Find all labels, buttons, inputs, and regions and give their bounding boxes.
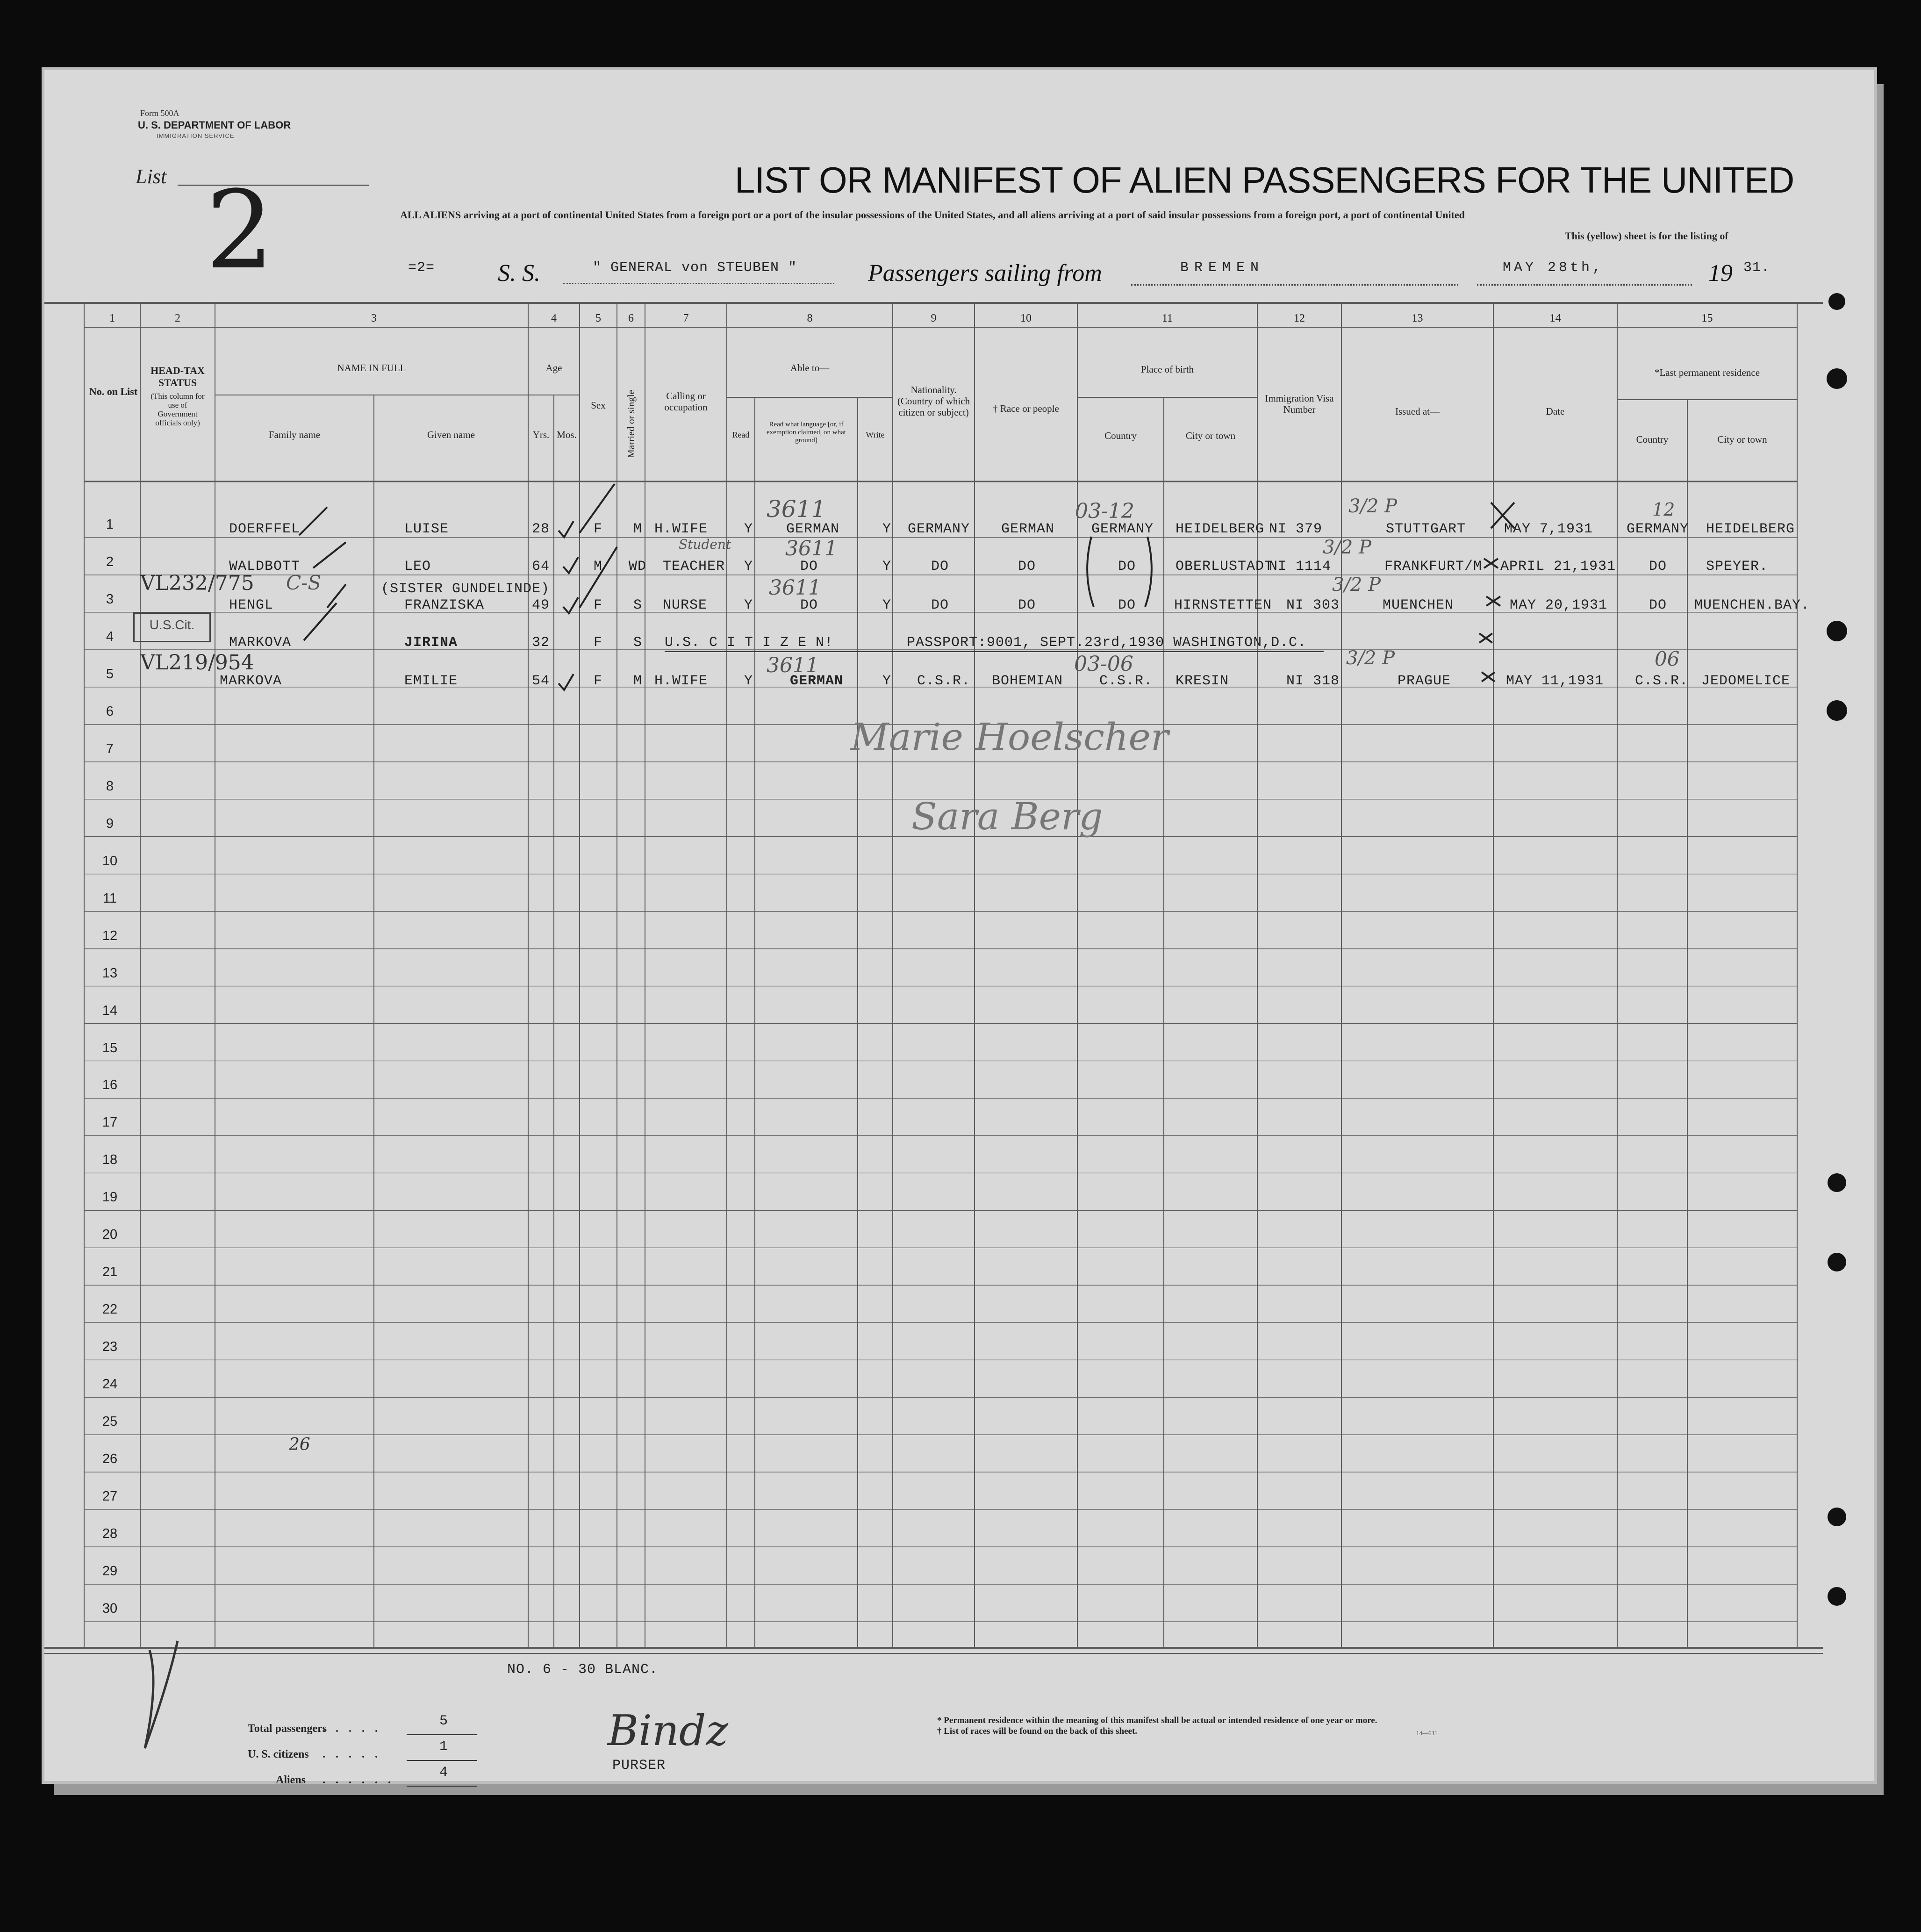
punch-hole bbox=[1828, 293, 1845, 310]
colnum-10: 10 bbox=[1020, 312, 1032, 324]
note-32p-row1: 3/2 P bbox=[1348, 496, 1398, 517]
row2-birth-country: DO bbox=[1118, 559, 1136, 575]
note-cs: C-S bbox=[286, 571, 322, 594]
row2-write: Y bbox=[882, 559, 892, 575]
header-name-in-full: NAME IN FULL bbox=[337, 362, 406, 373]
subtitle-line-2: This (yellow) sheet is for the listing of bbox=[1565, 230, 1728, 242]
list-code: =2= bbox=[408, 260, 435, 276]
row-number: 10 bbox=[102, 853, 118, 869]
punch-hole bbox=[1827, 700, 1847, 721]
row3-birth-city: HIRNSTETTEN bbox=[1174, 597, 1272, 613]
row4-sex: F bbox=[594, 635, 603, 651]
colnum-2: 2 bbox=[175, 312, 180, 324]
punch-hole bbox=[1827, 368, 1847, 389]
row2-sex: M bbox=[594, 559, 603, 575]
row2-race: DO bbox=[1018, 559, 1036, 575]
row1-sex: F bbox=[594, 521, 603, 537]
header-visa: Immigration Visa Number bbox=[1265, 393, 1334, 415]
header-head-tax: HEAD-TAX STATUS bbox=[151, 365, 205, 388]
row3-nationality: DO bbox=[931, 597, 949, 613]
row2-birth-city: OBERLUSTADT bbox=[1176, 559, 1274, 575]
row3-given: FRANZISKA bbox=[404, 597, 485, 613]
row5-visa: NI 318 bbox=[1286, 673, 1340, 689]
header-married: Married or single bbox=[625, 390, 637, 458]
row5-race: BOHEMIAN bbox=[992, 673, 1063, 689]
row2-visa-date: APRIL 21,1931 bbox=[1500, 559, 1616, 575]
row1-marital: M bbox=[633, 521, 643, 537]
header-last-residence: *Last permanent residence bbox=[1654, 367, 1760, 378]
total-passengers-line bbox=[407, 1734, 477, 1735]
purser-signature: Bindz bbox=[608, 1706, 728, 1755]
row-number: 24 bbox=[102, 1377, 118, 1392]
note-3611-row3: 3611 bbox=[769, 576, 821, 600]
row5-issued-at: PRAGUE bbox=[1398, 673, 1451, 689]
header-read: Read bbox=[732, 430, 750, 439]
row2-age: 64 bbox=[532, 559, 550, 575]
header-head-tax-note: (This column for use of Government officials only) bbox=[151, 392, 205, 427]
row-number: 16 bbox=[102, 1077, 118, 1093]
header-res-country: Country bbox=[1636, 434, 1669, 445]
header-birth-country: Country bbox=[1104, 430, 1137, 441]
row2-calling: TEACHER bbox=[663, 559, 725, 575]
total-passengers-value: 5 bbox=[439, 1713, 449, 1729]
row5-head-tax: VL219/954 bbox=[140, 651, 254, 675]
row-number: 20 bbox=[102, 1227, 118, 1243]
row5-age: 54 bbox=[532, 673, 550, 689]
header-write: Write bbox=[866, 430, 885, 439]
header-able-to: Able to— bbox=[790, 362, 830, 373]
colnum-8: 8 bbox=[807, 312, 813, 324]
row1-issued-at: STUTTGART bbox=[1386, 521, 1466, 537]
row1-birth-city: HEIDELBERG bbox=[1176, 521, 1265, 537]
handwritten-26: 26 bbox=[289, 1435, 310, 1454]
row3-write: Y bbox=[882, 597, 892, 613]
colnum-13: 13 bbox=[1412, 312, 1423, 324]
row5-res-country: C.S.R. bbox=[1635, 673, 1689, 689]
row3-given-note: (SISTER GUNDELINDE) bbox=[381, 581, 550, 597]
row-number: 18 bbox=[102, 1152, 118, 1168]
row-number: 26 bbox=[102, 1451, 118, 1467]
handwritten-name-1: Marie Hoelscher bbox=[851, 715, 1169, 759]
header-no-on-list: No. on List bbox=[89, 386, 138, 397]
row-number: 21 bbox=[102, 1264, 118, 1280]
row-number: 13 bbox=[102, 965, 118, 981]
row-number: 17 bbox=[102, 1115, 118, 1130]
row2-read: Y bbox=[744, 559, 753, 575]
row2-issued-at: FRANKFURT/M bbox=[1384, 559, 1483, 575]
aliens-value: 4 bbox=[439, 1765, 449, 1781]
ss-label: S. S. bbox=[498, 260, 540, 287]
header-visa-date: Date bbox=[1546, 406, 1565, 417]
subtitle-line-1: ALL ALIENS arriving at a port of continental United States from a foreign port or a port of the insular possessions of the United States, and all aliens arriving at a port of said insular possessions from a foreign port, a port of continental United bbox=[400, 209, 1465, 221]
row4-given: JIRINA bbox=[404, 635, 458, 651]
row5-birth-city: KRESIN bbox=[1176, 673, 1229, 689]
row3-race: DO bbox=[1018, 597, 1036, 613]
row3-res-city: MUENCHEN.BAY. bbox=[1694, 597, 1810, 613]
list-label: List bbox=[136, 165, 167, 188]
form-code: 14—631 bbox=[1416, 1730, 1438, 1737]
row1-calling: H.WIFE bbox=[654, 521, 708, 537]
us-citizens-value: 1 bbox=[439, 1739, 449, 1755]
row-number: 5 bbox=[106, 666, 114, 682]
punch-hole bbox=[1828, 1173, 1846, 1192]
row1-birth-country: GERMANY bbox=[1091, 521, 1154, 537]
note-12: 12 bbox=[1652, 499, 1675, 520]
sailing-date: MAY 28th, bbox=[1503, 260, 1604, 276]
note-student: Student bbox=[679, 537, 731, 552]
row5-sex: F bbox=[594, 673, 603, 689]
manifest-title: LIST OR MANIFEST OF ALIEN PASSENGERS FOR THE UNITED bbox=[735, 159, 1794, 201]
total-passengers-label: Total passengers bbox=[248, 1723, 327, 1735]
row3-marital: S bbox=[633, 597, 643, 613]
row-number: 15 bbox=[102, 1040, 118, 1056]
punch-hole bbox=[1827, 621, 1847, 641]
header-calling: Calling or occupation bbox=[664, 390, 708, 413]
row1-res-country: GERMANY bbox=[1627, 521, 1689, 537]
punch-hole bbox=[1828, 1508, 1846, 1526]
row3-family: HENGL bbox=[229, 597, 274, 613]
row5-marital: M bbox=[633, 673, 643, 689]
row2-family: WALDBOTT bbox=[229, 559, 301, 575]
header-sex: Sex bbox=[591, 400, 606, 411]
header-birth-city: City or town bbox=[1185, 430, 1236, 441]
note-32p-row2: 3/2 P bbox=[1323, 537, 1372, 558]
row5-birth-country: C.S.R. bbox=[1099, 673, 1153, 689]
colnum-9: 9 bbox=[931, 312, 937, 324]
row1-nationality: GERMANY bbox=[908, 521, 970, 537]
row-number: 4 bbox=[106, 629, 114, 644]
colnum-1: 1 bbox=[109, 312, 115, 324]
row4-citizen-note: U.S. C I T I Z E N! bbox=[665, 635, 834, 651]
row3-head-tax: VL232/775 bbox=[140, 571, 254, 595]
header-family-name: Family name bbox=[268, 429, 321, 440]
row3-issued-at: MUENCHEN bbox=[1383, 597, 1454, 613]
colnum-15: 15 bbox=[1701, 312, 1713, 324]
header-age: Age bbox=[545, 362, 562, 373]
service-label: IMMIGRATION SERVICE bbox=[157, 132, 235, 139]
note-3611-row1: 3611 bbox=[767, 496, 826, 523]
colnum-3: 3 bbox=[371, 312, 377, 324]
punch-hole bbox=[1828, 1253, 1846, 1271]
colnum-11: 11 bbox=[1161, 312, 1173, 324]
row5-visa-date: MAY 11,1931 bbox=[1506, 673, 1604, 689]
purser-label: PURSER bbox=[612, 1758, 666, 1774]
row-number: 25 bbox=[102, 1414, 118, 1429]
row2-visa: NI 1114 bbox=[1269, 559, 1332, 575]
row-number: 30 bbox=[102, 1601, 118, 1616]
note-06: 06 bbox=[1655, 647, 1680, 670]
row3-visa: NI 303 bbox=[1286, 597, 1340, 613]
colnum-6: 6 bbox=[628, 312, 634, 324]
colnum-7: 7 bbox=[683, 312, 689, 324]
row1-read: Y bbox=[744, 521, 753, 537]
header-yrs: Yrs. bbox=[532, 429, 550, 440]
row1-family: DOERFFEL bbox=[229, 521, 301, 537]
row4-age: 32 bbox=[532, 635, 550, 651]
sailing-label: Passengers sailing from bbox=[868, 260, 1102, 287]
note-3611-row2: 3611 bbox=[785, 537, 838, 560]
row-number: 22 bbox=[102, 1302, 118, 1317]
row-number: 3 bbox=[106, 591, 114, 607]
row3-language: DO bbox=[800, 597, 818, 613]
row1-language: GERMAN bbox=[786, 521, 840, 537]
year-prefix: 19 bbox=[1708, 260, 1733, 287]
row3-calling: NURSE bbox=[663, 597, 708, 613]
aliens-label: Aliens bbox=[276, 1774, 306, 1786]
footnote-residence: * Permanent residence within the meaning of this manifest shall be actual or intended residence of one year or more. bbox=[937, 1716, 1377, 1725]
row2-given: LEO bbox=[404, 559, 431, 575]
row1-age: 28 bbox=[532, 521, 550, 537]
header-given-name: Given name bbox=[427, 429, 475, 440]
row1-race: GERMAN bbox=[1001, 521, 1055, 537]
row5-nationality: C.S.R. bbox=[917, 673, 971, 689]
header-place-of-birth: Place of birth bbox=[1140, 364, 1194, 375]
row3-read: Y bbox=[744, 597, 753, 613]
row5-family: MARKOVA bbox=[220, 673, 282, 689]
row5-res-city: JEDOMELICE bbox=[1701, 673, 1791, 689]
row1-given: LUISE bbox=[404, 521, 449, 537]
row5-language: GERMAN bbox=[790, 673, 844, 689]
note-03-12: 03-12 bbox=[1075, 499, 1134, 523]
list-number-handwritten: 2 bbox=[206, 168, 274, 293]
row5-given: EMILIE bbox=[404, 673, 458, 689]
aliens-dots: . . . . . . bbox=[323, 1774, 394, 1786]
row2-res-country: DO bbox=[1649, 559, 1667, 575]
row3-res-country: DO bbox=[1649, 597, 1667, 613]
row2-language: DO bbox=[800, 559, 818, 575]
header-res-city: City or town bbox=[1717, 434, 1767, 445]
row5-calling: H.WIFE bbox=[654, 673, 708, 689]
department-label: U. S. DEPARTMENT OF LABOR bbox=[138, 119, 291, 131]
row-number: 23 bbox=[102, 1339, 118, 1355]
form-number: Form 500A bbox=[140, 108, 179, 118]
row4-marital: S bbox=[633, 635, 643, 651]
row-number: 28 bbox=[102, 1526, 118, 1542]
note-3611-row5: 3611 bbox=[767, 654, 819, 677]
row5-read: Y bbox=[744, 673, 753, 689]
header-nationality: Nationality. (Country of which citizen or subject) bbox=[897, 384, 970, 418]
us-citizen-stamp-text: U.S.Cit. bbox=[149, 618, 195, 632]
row-number: 14 bbox=[102, 1003, 118, 1018]
row-number: 8 bbox=[106, 778, 114, 794]
colnum-4: 4 bbox=[551, 312, 557, 324]
row4-family: MARKOVA bbox=[229, 635, 292, 651]
us-citizens-line bbox=[407, 1760, 477, 1761]
row5-write: Y bbox=[882, 673, 892, 689]
colnum-5: 5 bbox=[595, 312, 601, 324]
note-32p-row3: 3/2 P bbox=[1332, 574, 1381, 596]
row-number: 7 bbox=[106, 741, 114, 756]
blanc-note: NO. 6 - 30 BLANC. bbox=[507, 1662, 659, 1678]
row3-age: 49 bbox=[532, 597, 550, 613]
row1-visa-date: MAY 7,1931 bbox=[1504, 521, 1593, 537]
colnum-14: 14 bbox=[1549, 312, 1561, 324]
note-03-06: 03-06 bbox=[1074, 652, 1133, 676]
year-suffix: 31. bbox=[1743, 260, 1770, 276]
row3-visa-date: MAY 20,1931 bbox=[1510, 597, 1608, 613]
row2-nationality: DO bbox=[931, 559, 949, 575]
row1-res-city: HEIDELBERG bbox=[1706, 521, 1795, 537]
row3-sex: F bbox=[594, 597, 603, 613]
row-number: 29 bbox=[102, 1564, 118, 1579]
header-mos: Mos. bbox=[557, 429, 577, 440]
row-number: 27 bbox=[102, 1489, 118, 1504]
row4-passport-note: PASSPORT:9001, SEPT.23rd,1930 WASHINGTON,D.C. bbox=[907, 635, 1307, 651]
row-number: 1 bbox=[106, 517, 114, 532]
row-number: 12 bbox=[102, 928, 118, 943]
ship-name: " GENERAL von STEUBEN " bbox=[593, 260, 797, 276]
note-32p-row5: 3/2 P bbox=[1346, 647, 1395, 669]
row-number: 11 bbox=[102, 891, 117, 906]
row-number: 9 bbox=[106, 816, 114, 831]
us-citizens-dots: . . . . . bbox=[323, 1748, 381, 1760]
row-number: 6 bbox=[106, 704, 114, 719]
punch-hole bbox=[1828, 1587, 1846, 1606]
row-number: 2 bbox=[106, 554, 114, 569]
row2-marital: WD bbox=[629, 559, 647, 575]
header-issued-at: Issued at— bbox=[1395, 406, 1440, 417]
row-number: 19 bbox=[102, 1190, 118, 1205]
total-passengers-dots: . . . . . bbox=[323, 1723, 381, 1735]
us-citizens-label: U. S. citizens bbox=[248, 1748, 309, 1760]
handwritten-name-2: Sara Berg bbox=[911, 795, 1103, 838]
header-race: † Race or people bbox=[993, 403, 1059, 414]
colnum-12: 12 bbox=[1294, 312, 1305, 324]
row3-birth-country: DO bbox=[1118, 597, 1136, 613]
row2-res-city: SPEYER. bbox=[1706, 559, 1769, 575]
header-read-language: Read what language [or, if exemption claimed, on what ground] bbox=[767, 421, 846, 444]
row1-write: Y bbox=[882, 521, 892, 537]
row1-visa: NI 379 bbox=[1269, 521, 1323, 537]
footnote-races: † List of races will be found on the back of this sheet. bbox=[937, 1726, 1138, 1736]
aliens-line bbox=[407, 1786, 477, 1787]
departure-port: BREMEN bbox=[1180, 260, 1265, 276]
